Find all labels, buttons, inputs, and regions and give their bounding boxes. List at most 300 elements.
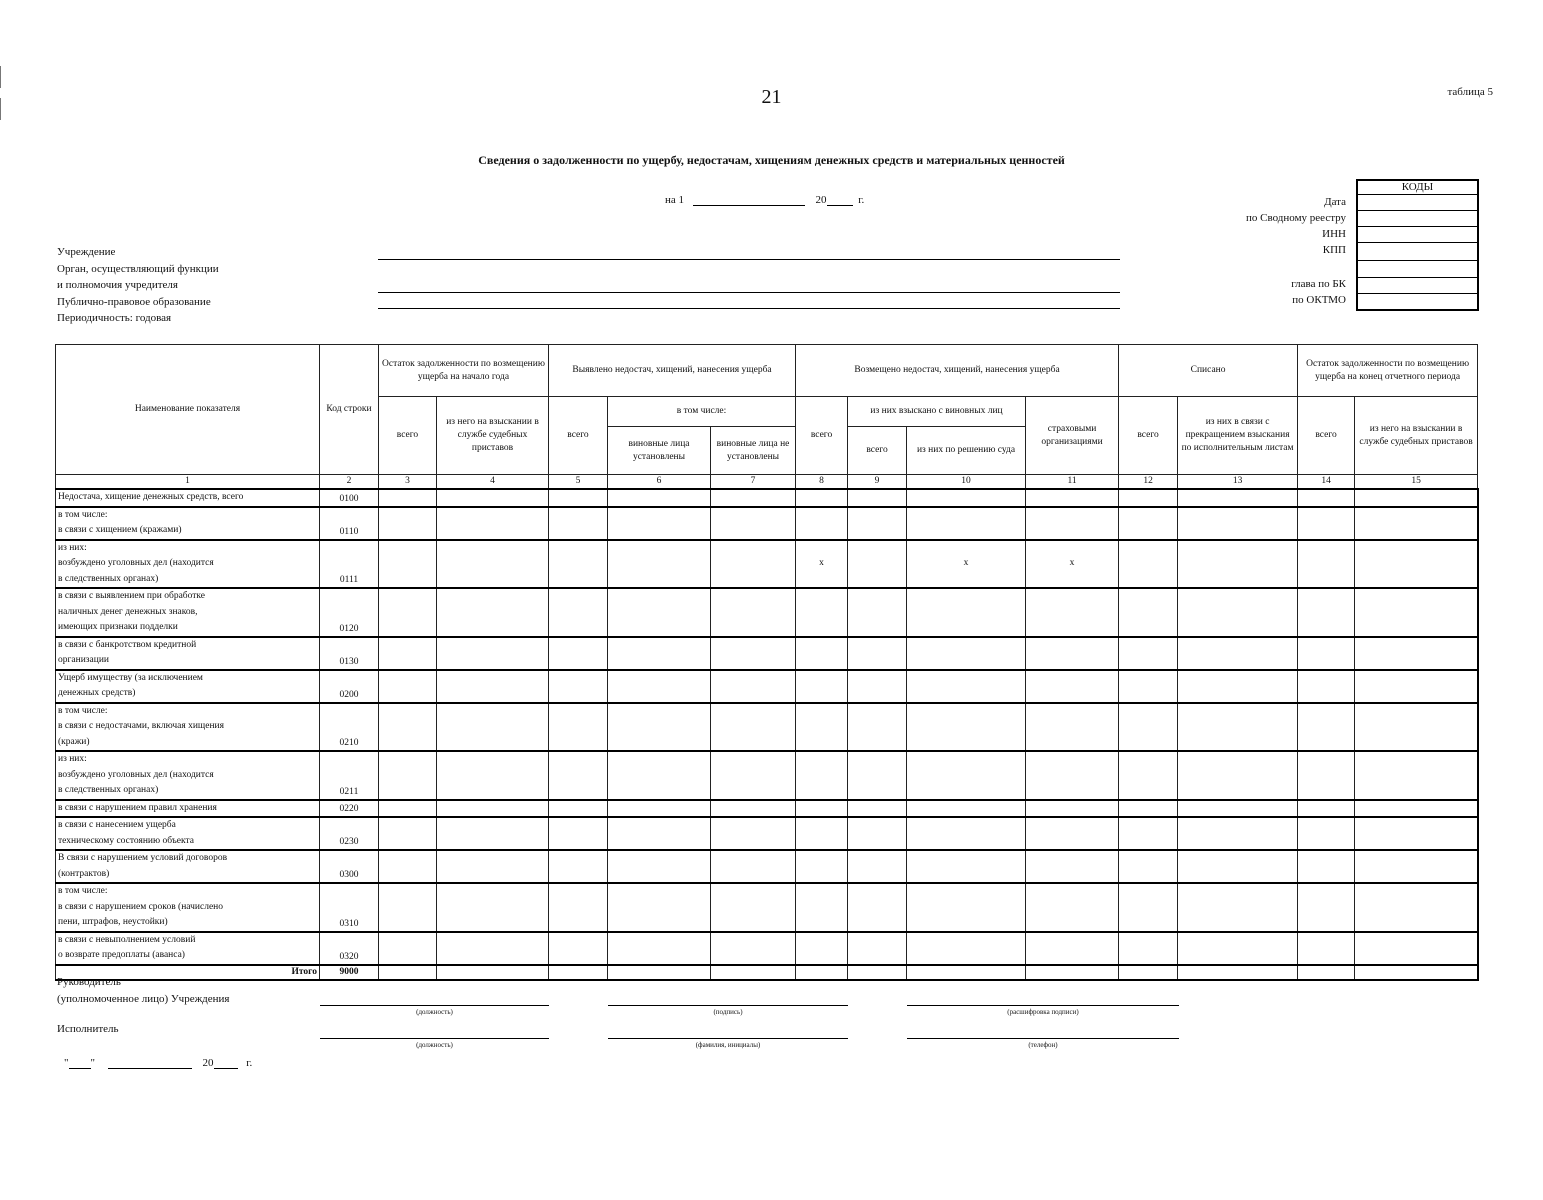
executor-phone-line[interactable]: [907, 1038, 1179, 1039]
total-value-cell[interactable]: [1298, 965, 1355, 980]
value-cell[interactable]: [1298, 670, 1355, 703]
table-row: [56, 850, 1478, 883]
row-code: 0100: [320, 489, 379, 507]
code-bk-field[interactable]: [1358, 278, 1477, 294]
column-number: 10: [907, 475, 1026, 490]
value-cell[interactable]: [796, 588, 848, 637]
value-cell[interactable]: [1298, 703, 1355, 752]
value-cell[interactable]: [796, 932, 848, 965]
date-year-field[interactable]: [827, 194, 853, 206]
header-name: Наименование показателя: [56, 345, 320, 475]
value-cell[interactable]: [1178, 637, 1298, 670]
value-cell[interactable]: [1178, 703, 1298, 752]
value-cell[interactable]: [796, 850, 848, 883]
column-number: 6: [608, 475, 711, 490]
column-number: 8: [796, 475, 848, 490]
value-cell[interactable]: [848, 489, 907, 507]
head-position-line[interactable]: [320, 1005, 549, 1006]
header-total-14: всего: [1298, 397, 1355, 475]
value-cell[interactable]: [1355, 540, 1478, 589]
row-name: в связи с банкротством кредитной организации: [56, 637, 320, 670]
value-cell[interactable]: [549, 703, 608, 752]
value-cell[interactable]: [379, 637, 437, 670]
code-date-field[interactable]: [1358, 195, 1477, 211]
code-inn-field[interactable]: [1358, 227, 1477, 243]
value-cell[interactable]: [1298, 489, 1355, 507]
row-name: в связи с нарушением правил хранения: [56, 800, 320, 818]
value-cell[interactable]: [549, 489, 608, 507]
value-cell[interactable]: [549, 883, 608, 932]
value-cell[interactable]: [1355, 751, 1478, 800]
column-number: 2: [320, 475, 379, 490]
value-cell[interactable]: [1298, 540, 1355, 589]
column-number: 4: [437, 475, 549, 490]
value-cell[interactable]: [796, 507, 848, 540]
head-label-1: Руководитель: [57, 976, 121, 988]
table-row: [56, 540, 1478, 589]
value-cell[interactable]: [437, 751, 549, 800]
value-cell[interactable]: [1026, 883, 1119, 932]
table-body: [56, 489, 1478, 980]
value-cell[interactable]: [711, 932, 796, 965]
value-cell[interactable]: [437, 489, 549, 507]
row-name: в том числе: в связи с недостачами, включая хищения (кражи): [56, 703, 320, 752]
value-cell[interactable]: [848, 800, 907, 818]
sig-day-field[interactable]: [69, 1057, 91, 1069]
value-cell[interactable]: [796, 703, 848, 752]
value-cell[interactable]: [711, 883, 796, 932]
code-spacer-field[interactable]: [1358, 261, 1477, 278]
cap-decoding: (расшифровка подписи): [1007, 1008, 1079, 1016]
row-code: 0310: [320, 883, 379, 932]
value-cell[interactable]: [437, 703, 549, 752]
value-cell[interactable]: [1026, 588, 1119, 637]
value-cell[interactable]: [437, 507, 549, 540]
total-value-cell[interactable]: [848, 965, 907, 980]
value-cell[interactable]: [1119, 800, 1178, 818]
value-cell[interactable]: [1178, 507, 1298, 540]
value-cell[interactable]: [848, 588, 907, 637]
value-cell[interactable]: [1298, 817, 1355, 850]
value-cell[interactable]: [608, 751, 711, 800]
cap-name: (фамилия, инициалы): [695, 1041, 761, 1049]
cap-phone: (телефон): [1028, 1041, 1058, 1049]
sig-year-field[interactable]: [214, 1057, 238, 1069]
total-value-cell[interactable]: [1026, 965, 1119, 980]
value-cell[interactable]: [1178, 670, 1298, 703]
value-cell[interactable]: [608, 507, 711, 540]
public-entity-fill-line[interactable]: [378, 308, 1120, 309]
value-cell[interactable]: [379, 817, 437, 850]
header-repaid: Возмещено недостач, хищений, нанесения ущерба: [796, 345, 1119, 397]
value-cell[interactable]: [549, 800, 608, 818]
table-row: [56, 883, 1478, 932]
meta-public-entity: Публично-правовое образование: [57, 295, 211, 308]
value-cell[interactable]: [437, 817, 549, 850]
cap-position: (должность): [416, 1008, 453, 1016]
code-label-registry: по Сводному реестру: [1246, 212, 1346, 224]
debt-table: [55, 344, 1479, 981]
table-row: [56, 800, 1478, 818]
column-number: 14: [1298, 475, 1355, 490]
code-label-date: Дата: [1324, 196, 1346, 208]
value-cell[interactable]: [848, 670, 907, 703]
head-signature-line[interactable]: [608, 1005, 848, 1006]
value-cell[interactable]: [1355, 817, 1478, 850]
column-number: 9: [848, 475, 907, 490]
value-cell[interactable]: [1026, 703, 1119, 752]
value-cell[interactable]: [379, 588, 437, 637]
code-kpp-field[interactable]: [1358, 243, 1477, 261]
total-value-cell[interactable]: [437, 965, 549, 980]
value-cell[interactable]: [1178, 883, 1298, 932]
value-cell[interactable]: [907, 817, 1026, 850]
row-code: 0320: [320, 932, 379, 965]
value-cell[interactable]: [1298, 800, 1355, 818]
value-cell[interactable]: [796, 800, 848, 818]
total-value-cell[interactable]: [379, 965, 437, 980]
row-code: 0110: [320, 507, 379, 540]
value-cell[interactable]: [379, 932, 437, 965]
value-cell[interactable]: [1355, 883, 1478, 932]
value-cell[interactable]: [1178, 800, 1298, 818]
table-row: [56, 507, 1478, 540]
value-cell[interactable]: [608, 489, 711, 507]
value-cell[interactable]: [711, 637, 796, 670]
value-cell[interactable]: [1119, 932, 1178, 965]
value-cell[interactable]: [1355, 850, 1478, 883]
signature-block: [57, 974, 230, 1008]
value-cell[interactable]: [1355, 703, 1478, 752]
value-cell[interactable]: [848, 703, 907, 752]
value-cell[interactable]: [1298, 932, 1355, 965]
value-cell[interactable]: [379, 540, 437, 589]
value-cell[interactable]: [437, 932, 549, 965]
row-name: в связи с выявлением при обработке наличных денег денежных знаков, имеющих признаки подделки: [56, 588, 320, 637]
value-cell[interactable]: [711, 751, 796, 800]
value-cell[interactable]: [437, 588, 549, 637]
value-cell[interactable]: [1355, 670, 1478, 703]
value-cell[interactable]: [796, 637, 848, 670]
value-cell[interactable]: [1178, 850, 1298, 883]
header-found: Выявлено недостач, хищений, нанесения ущерба: [549, 345, 796, 397]
executor-name-line[interactable]: [608, 1038, 848, 1039]
value-cell[interactable]: [907, 932, 1026, 965]
row-name: Ущерб имуществу (за исключением денежных средств): [56, 670, 320, 703]
value-cell[interactable]: [437, 850, 549, 883]
value-cell[interactable]: [848, 751, 907, 800]
value-cell[interactable]: [1026, 850, 1119, 883]
header-end-balance: Остаток задолженности по возмещению ущерба на конец отчетного периода: [1298, 345, 1478, 397]
value-cell[interactable]: [848, 883, 907, 932]
value-cell[interactable]: [907, 850, 1026, 883]
value-cell[interactable]: [711, 703, 796, 752]
value-cell[interactable]: [1119, 850, 1178, 883]
value-cell[interactable]: x: [1026, 540, 1119, 589]
value-cell[interactable]: [907, 489, 1026, 507]
value-cell[interactable]: [1119, 637, 1178, 670]
value-cell[interactable]: [848, 817, 907, 850]
code-oktmo-field[interactable]: [1358, 294, 1477, 309]
meta-founder-2: и полномочия учредителя: [57, 279, 178, 291]
value-cell[interactable]: [711, 489, 796, 507]
value-cell[interactable]: [608, 588, 711, 637]
row-code: 0210: [320, 703, 379, 752]
value-cell[interactable]: [796, 670, 848, 703]
value-cell[interactable]: [549, 540, 608, 589]
value-cell[interactable]: [437, 540, 549, 589]
value-cell[interactable]: [907, 507, 1026, 540]
sig-date-year: 20: [202, 1057, 214, 1069]
value-cell[interactable]: [608, 800, 711, 818]
value-cell[interactable]: [711, 800, 796, 818]
value-cell[interactable]: [437, 670, 549, 703]
value-cell[interactable]: [848, 932, 907, 965]
value-cell[interactable]: [379, 751, 437, 800]
value-cell[interactable]: [796, 883, 848, 932]
value-cell[interactable]: [1298, 637, 1355, 670]
row-code: 0220: [320, 800, 379, 818]
value-cell[interactable]: [379, 850, 437, 883]
signature-date-line: [64, 1057, 252, 1069]
value-cell[interactable]: [1298, 751, 1355, 800]
value-cell[interactable]: [1298, 850, 1355, 883]
meta-institution: Учреждение: [57, 246, 116, 258]
header-start-balance: Остаток задолженности по возмещению ущерба на начало года: [379, 345, 549, 397]
value-cell[interactable]: [711, 670, 796, 703]
value-cell[interactable]: [1119, 507, 1178, 540]
value-cell[interactable]: [379, 800, 437, 818]
row-code: 0130: [320, 637, 379, 670]
margin-mark: [0, 66, 1, 88]
value-cell[interactable]: [379, 670, 437, 703]
value-cell[interactable]: [848, 540, 907, 589]
column-number: 5: [549, 475, 608, 490]
value-cell[interactable]: x: [907, 540, 1026, 589]
value-cell[interactable]: [907, 670, 1026, 703]
value-cell[interactable]: [1119, 703, 1178, 752]
header-including: в том числе:: [608, 397, 796, 427]
executor-label: Исполнитель: [57, 1023, 119, 1035]
total-value-cell[interactable]: [1119, 965, 1178, 980]
value-cell[interactable]: [711, 507, 796, 540]
value-cell[interactable]: [608, 703, 711, 752]
header-end-bailiff: из него на взыскании в службе судебных приставов: [1355, 397, 1478, 475]
header-total-8: всего: [796, 397, 848, 475]
value-cell[interactable]: [549, 588, 608, 637]
row-name: в том числе: в связи с хищением (кражами): [56, 507, 320, 540]
value-cell[interactable]: [907, 800, 1026, 818]
value-cell[interactable]: [379, 883, 437, 932]
value-cell[interactable]: [1026, 751, 1119, 800]
value-cell[interactable]: [549, 817, 608, 850]
column-number: 7: [711, 475, 796, 490]
value-cell[interactable]: [1355, 800, 1478, 818]
value-cell[interactable]: [796, 751, 848, 800]
meta-periodicity: Периодичность: годовая: [57, 312, 172, 324]
row-name: в связи с нанесением ущерба техническому состоянию объекта: [56, 817, 320, 850]
value-cell[interactable]: [711, 540, 796, 589]
value-cell[interactable]: [1119, 588, 1178, 637]
value-cell[interactable]: [1119, 670, 1178, 703]
row-code: 0230: [320, 817, 379, 850]
code-registry-field[interactable]: [1358, 211, 1477, 227]
page-title: Сведения о задолженности по ущербу, недостачам, хищениям денежных средств и материальных ценностей: [478, 153, 1065, 167]
column-number: 12: [1119, 475, 1178, 490]
value-cell[interactable]: [1026, 637, 1119, 670]
header-total-5: всего: [549, 397, 608, 475]
row-code: 0300: [320, 850, 379, 883]
value-cell[interactable]: [796, 817, 848, 850]
header-from-culprits: из них взыскано с виновных лиц: [848, 397, 1026, 427]
value-cell[interactable]: [437, 883, 549, 932]
code-label-oktmo: по ОКТМО: [1292, 294, 1346, 306]
date-year: 20: [815, 194, 827, 206]
value-cell[interactable]: [907, 637, 1026, 670]
value-cell[interactable]: [549, 507, 608, 540]
executor-position-line[interactable]: [320, 1038, 549, 1039]
value-cell[interactable]: [1355, 489, 1478, 507]
total-value-cell[interactable]: [549, 965, 608, 980]
value-cell[interactable]: [608, 817, 711, 850]
value-cell[interactable]: [437, 637, 549, 670]
value-cell[interactable]: [1119, 883, 1178, 932]
header-writeoff: Списано: [1119, 345, 1298, 397]
value-cell[interactable]: [608, 932, 711, 965]
column-number: 11: [1026, 475, 1119, 490]
head-decoding-line[interactable]: [907, 1005, 1179, 1006]
value-cell[interactable]: [711, 817, 796, 850]
header-total-12: всего: [1119, 397, 1178, 475]
total-value-cell[interactable]: [711, 965, 796, 980]
value-cell[interactable]: [437, 800, 549, 818]
value-cell[interactable]: [907, 883, 1026, 932]
table-row: [56, 588, 1478, 637]
value-cell[interactable]: x: [796, 540, 848, 589]
value-cell[interactable]: [1298, 507, 1355, 540]
value-cell[interactable]: [608, 670, 711, 703]
value-cell[interactable]: [848, 507, 907, 540]
table-row: [56, 670, 1478, 703]
value-cell[interactable]: [1178, 932, 1298, 965]
value-cell[interactable]: [1355, 932, 1478, 965]
header-culprit-known: виновные лица установлены: [608, 427, 711, 475]
date-suffix: г.: [858, 194, 865, 206]
header-bailiff-4: из него на взыскании в службе судебных приставов: [437, 397, 549, 475]
value-cell[interactable]: [549, 670, 608, 703]
value-cell[interactable]: [1026, 670, 1119, 703]
value-cell[interactable]: [1026, 817, 1119, 850]
value-cell[interactable]: [608, 540, 711, 589]
cap-signature: (подпись): [713, 1008, 743, 1016]
column-number: 13: [1178, 475, 1298, 490]
header-total-9: всего: [848, 427, 907, 475]
value-cell[interactable]: [1355, 637, 1478, 670]
code-label-kpp: КПП: [1322, 244, 1346, 256]
code-label-bk: глава по БК: [1291, 278, 1346, 290]
table-row: [56, 489, 1478, 507]
table-row: [56, 637, 1478, 670]
total-value-cell[interactable]: [1355, 965, 1478, 980]
date-prefix: на 1: [665, 194, 685, 206]
value-cell[interactable]: [1119, 489, 1178, 507]
row-name: из них: возбуждено уголовных дел (находится в следственных органах): [56, 751, 320, 800]
value-cell[interactable]: [549, 637, 608, 670]
total-value-cell[interactable]: [907, 965, 1026, 980]
page-number: 21: [761, 86, 782, 108]
value-cell[interactable]: [711, 588, 796, 637]
value-cell[interactable]: [549, 932, 608, 965]
value-cell[interactable]: [1178, 489, 1298, 507]
row-name: В связи с нарушением условий договоров (контрактов): [56, 850, 320, 883]
value-cell[interactable]: [1298, 883, 1355, 932]
row-name: Недостача, хищение денежных средств, всего: [56, 489, 320, 507]
row-code: 0120: [320, 588, 379, 637]
value-cell[interactable]: [1355, 588, 1478, 637]
codes-box: [1356, 179, 1479, 311]
table-row: [56, 817, 1478, 850]
column-number: 3: [379, 475, 437, 490]
value-cell[interactable]: [1178, 540, 1298, 589]
table-row: [56, 751, 1478, 800]
cap-position-2: (должность): [416, 1041, 453, 1049]
column-number: 15: [1355, 475, 1478, 490]
total-code: 9000: [320, 965, 379, 980]
value-cell[interactable]: [907, 703, 1026, 752]
value-cell[interactable]: [1178, 751, 1298, 800]
value-cell[interactable]: [379, 703, 437, 752]
total-label: Итого: [56, 965, 320, 980]
value-cell[interactable]: [608, 637, 711, 670]
value-cell[interactable]: [608, 850, 711, 883]
value-cell[interactable]: [907, 751, 1026, 800]
value-cell[interactable]: [1026, 932, 1119, 965]
value-cell[interactable]: [848, 637, 907, 670]
table-row: [56, 703, 1478, 752]
total-value-cell[interactable]: [608, 965, 711, 980]
date-day-month-field[interactable]: [693, 194, 805, 206]
value-cell[interactable]: [1026, 489, 1119, 507]
value-cell[interactable]: [1119, 540, 1178, 589]
header-culprit-unknown: виновные лица не установлены: [711, 427, 796, 475]
value-cell[interactable]: [796, 489, 848, 507]
date-quote-open: ": [64, 1057, 69, 1069]
row-code: 0211: [320, 751, 379, 800]
value-cell[interactable]: [1119, 817, 1178, 850]
founder-fill-line[interactable]: [378, 292, 1120, 293]
value-cell[interactable]: [1026, 507, 1119, 540]
value-cell[interactable]: [848, 850, 907, 883]
value-cell[interactable]: [1026, 800, 1119, 818]
value-cell[interactable]: [608, 883, 711, 932]
value-cell[interactable]: [1119, 751, 1178, 800]
total-value-cell[interactable]: [796, 965, 848, 980]
value-cell[interactable]: [1178, 588, 1298, 637]
total-value-cell[interactable]: [1178, 965, 1298, 980]
sig-month-field[interactable]: [108, 1057, 192, 1069]
value-cell[interactable]: [711, 850, 796, 883]
header-code: Код строки: [320, 345, 379, 475]
institution-fill-line[interactable]: [378, 259, 1120, 260]
value-cell[interactable]: [907, 588, 1026, 637]
value-cell[interactable]: [379, 489, 437, 507]
value-cell[interactable]: [1298, 588, 1355, 637]
value-cell[interactable]: [379, 507, 437, 540]
value-cell[interactable]: [1355, 507, 1478, 540]
value-cell[interactable]: [549, 751, 608, 800]
value-cell[interactable]: [1178, 817, 1298, 850]
value-cell[interactable]: [549, 850, 608, 883]
